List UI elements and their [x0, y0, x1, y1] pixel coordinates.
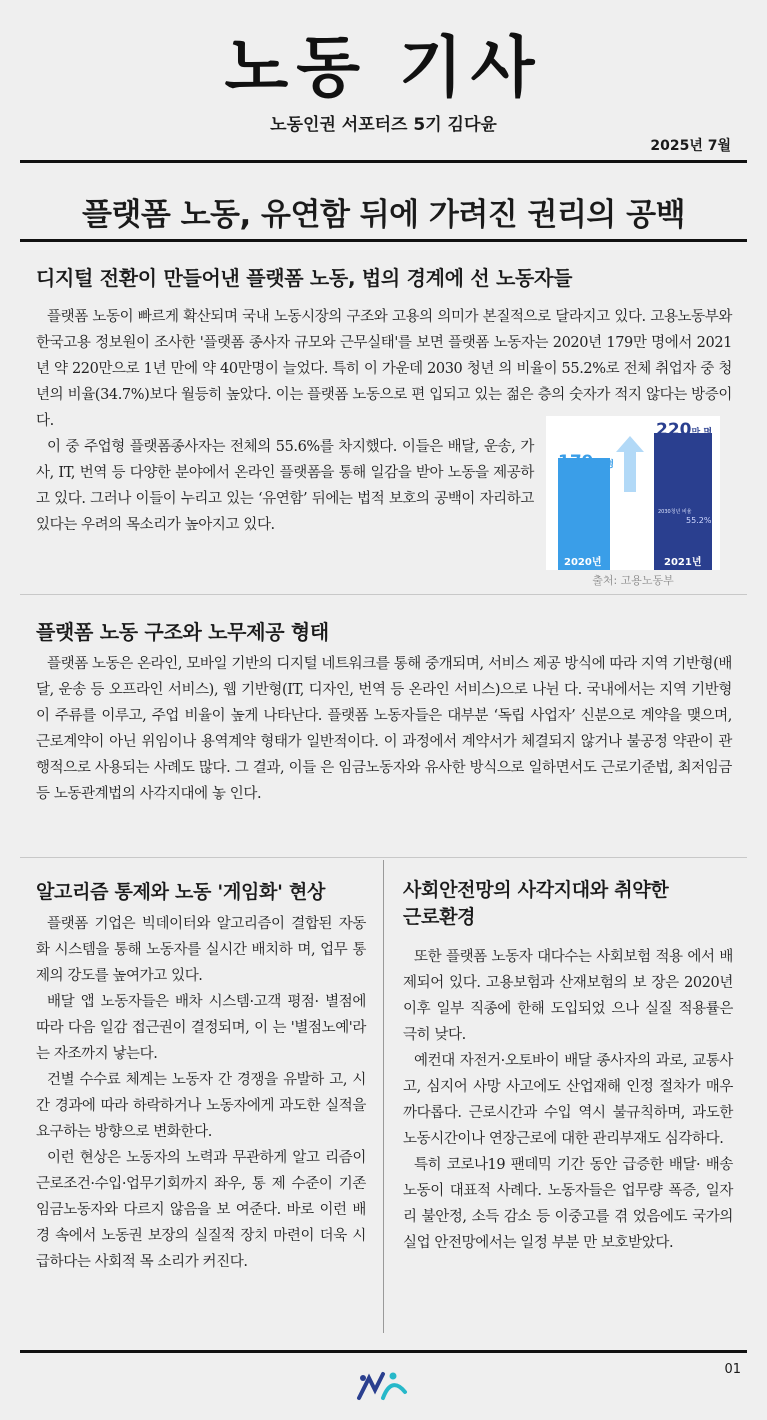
section4-paragraph: 또한 플랫폼 노동자 대다수는 사회보험 적용 에서 배제되어 있다. 고용보험과 산재보험의 보 장은 2020년 이후 일부 직종에 한해 도입되었 으나 실질 적용률은 극히 낮다. — [403, 949, 733, 1043]
headline-rule — [20, 239, 747, 242]
section-divider — [20, 594, 747, 595]
section3-paragraph: 건별 수수료 체계는 노동자 간 경쟁을 유발하 고, 시간 경과에 따라 하락하거나 노동자에게 과도한 실적을 요구하는 방향으로 변화한다. — [36, 1072, 367, 1140]
body-line: 인다. — [229, 786, 262, 802]
ratio-value: 55.2% — [686, 516, 712, 525]
section1-title: 디지털 전환이 만들어낸 플랫폼 노동, 법의 경계에 선 노동자들 — [36, 266, 573, 290]
category-label-2021: 2021년 — [664, 557, 702, 568]
section4-title-line: 근로환경 — [403, 906, 476, 928]
masthead — [0, 28, 767, 108]
body-line: 의 비율이 55.2%로 전체 취업자 중 청년의 비율(34.7%)보다 월등히 높았다. 이는 플랫폼 노동으로 편 — [36, 361, 732, 403]
body-line: 운송, 가사, IT, 번역 등 다양한 분야에서 온라인 플랫폼을 통해 일감을 — [36, 439, 534, 481]
ratio-annotation: 2030청년 비율 — [658, 509, 692, 515]
body-line: 다. 국내에서는 지역 기반형이 주류를 이루고, 주업 비율이 높게 나타난다. 플랫폼 노동자들은 대부분 — [36, 682, 732, 724]
body-line: 받아 노동을 제공하고 있다. 그러나 이들이 누리고 있는 ‘유연함’ 뒤에는 — [36, 465, 534, 507]
section1-paragraph — [36, 434, 534, 538]
column-divider — [383, 860, 384, 1333]
page-number: 01 — [724, 1362, 741, 1377]
section1-body — [36, 304, 732, 434]
body-line: ‘독립 사업자’ 신분으로 계약을 맺으며, 근로계약이 아닌 위임이나 용역계약 형태가 일반적이다. 이 — [36, 708, 732, 750]
platform-workers-bar-chart — [546, 416, 720, 570]
section4-title — [403, 877, 668, 931]
chart-source: 출처: 고용노동부 — [592, 574, 674, 587]
headline: 플랫폼 노동, 유연함 뒤에 가려진 권리의 공백 — [81, 197, 686, 233]
issue-date: 2025년 7월 — [650, 138, 731, 154]
masthead-title: 노동 기사 — [224, 29, 543, 106]
section-divider — [20, 857, 747, 858]
section4-body — [403, 944, 733, 1256]
value-label-2020: 179만 명 — [558, 452, 615, 472]
section2-body — [36, 651, 732, 807]
section3-paragraph: 배달 앱 노동자들은 배차 시스템·고객 평점· 별점에 따라 다음 일감 접근권이 결정되며, 이 는 '별점노예'라는 자조까지 낳는다. — [36, 994, 366, 1062]
body-line: 은 임금노동자와 유사한 방식으로 일하면서도 근로기준법, 최저임금 등 노동관계법의 사각지대에 놓 — [36, 760, 732, 802]
body-line: 플랫폼 노동은 온라인, 모바일 기반의 디지털 네트워크를 통해 중개되며, 서비스 제공 방식에 따라 — [47, 656, 637, 672]
bar-2021 — [654, 433, 712, 571]
body-line: 고용노동부와 한국고용 정보원이 조사한 '플랫폼 종사자 규모와 근무실태'를 보면 플랫폼 노동자는 — [36, 309, 732, 351]
organization-logo-icon — [353, 1368, 413, 1406]
section4-paragraph: 특히 코로나19 팬데믹 기간 동안 급증한 배달· 배송 노동이 대표적 사례다. 노동자들은 업무량 폭증, 일자리 불안정, 소득 감소 등 이중고를 겪 었음에도 국가의 실업 안전망에서는 일정 부분 만 보호받았다. — [403, 1157, 733, 1251]
section2-title: 플랫폼 노동 구조와 노무제공 형태 — [36, 620, 329, 644]
body-line: 과정에서 계약서가 체결되지 않거나 불공정 약관이 관행적으로 사용되는 사례도 많다. 그 결과, 이들 — [36, 734, 732, 776]
section1-body-narrow — [36, 434, 534, 538]
section3-title: 알고리즘 통제와 노동 '게임화' 현상 — [36, 881, 326, 903]
section4-title-line: 사회안전망의 사각지대와 취약한 — [403, 879, 669, 901]
footer-rule — [20, 1350, 747, 1353]
body-line: 지역 기반형(배달, 운송 등 오프라인 서비스), 웹 기반형(IT, 디자인, 번역 등 온라인 서비스)으로 나뉜 — [36, 656, 732, 698]
section3-paragraph: 이런 현상은 노동자의 노력과 무관하게 알고 리즘이 근로조건·수입·업무기회까지 좌우, 통 제 수준이 기존 임금노동자와 다르지 않음을 보 여준다. 바로 이런 배경 속에서 노동권 보장의 실질적 장치 마련이 더욱 시급하다는 사회적 목 소리가 커진다. — [36, 1150, 366, 1270]
body-line: 이 중 주업형 플랫폼종사자는 전체의 55.6%를 차지했다. 이들은 배달, — [47, 439, 480, 455]
section3-body — [36, 911, 366, 1275]
body-line: 법적 보호의 공백이 자리하고 있다는 우려의 목소리가 높아지고 있다. — [36, 491, 534, 533]
body-line: 입되고 있는 젊은 층의 숫자가 적지 않다는 방증이다. — [36, 387, 733, 429]
body-line: 2020년 179만 명에서 2021년 약 220만으로 1년 만에 약 40만명이 늘었다. 특히 이 가운데 2030 청년 — [36, 335, 732, 377]
section1-paragraph — [36, 304, 732, 434]
section4-paragraph: 예컨대 자전거·오토바이 배달 종사자의 과로, 교통사고, 심지어 사망 사고에도 산업재해 인정 절차가 매우 까다롭다. 근로시간과 수입 역시 불규칙하며, 과도한 노동시간이나 연장근로에 대한 관리부재도 심각하다. — [403, 1053, 733, 1147]
growth-arrow-icon — [614, 436, 646, 492]
value-label-2021: 220만 명 — [656, 420, 713, 440]
masthead-subtitle: 노동인권 서포터즈 5기 김다윤 — [270, 115, 497, 135]
section2-paragraph — [36, 651, 732, 807]
section3-paragraph: 플랫폼 기업은 빅데이터와 알고리즘이 결합된 자동화 시스템을 통해 노동자를 실시간 배치하 며, 업무 통제의 강도를 높여가고 있다. — [36, 916, 366, 984]
top-rule — [20, 160, 747, 163]
body-line: 플랫폼 노동이 빠르게 확산되며 국내 노동시장의 구조와 고용의 의미가 본질적으로 달라지고 있다. — [47, 309, 646, 325]
category-label-2020: 2020년 — [564, 557, 602, 568]
